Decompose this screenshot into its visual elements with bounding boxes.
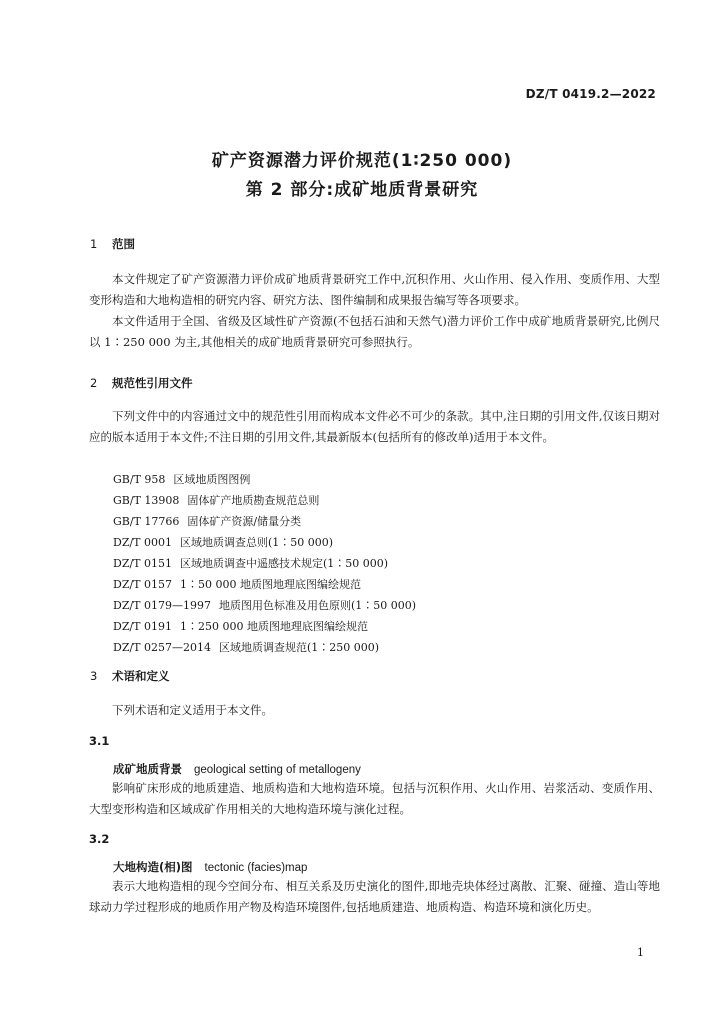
section-2-heading bbox=[90, 375, 193, 391]
term-number: 3.1 bbox=[89, 734, 110, 748]
reference-title: 区域地质调查总则(1∶50 000) bbox=[180, 536, 334, 549]
section-number: 1 bbox=[90, 237, 98, 251]
reference-item bbox=[113, 595, 416, 616]
standard-code: DZ/T 0419.2—2022 bbox=[525, 87, 656, 101]
scope-paragraph: 本文件规定了矿产资源潜力评价成矿地质背景研究工作中,沉积作用、火山作用、侵入作用、变质作用、大型变形构造和大地构造相的研究内容、研究方法、图件编制和成果报告编写等各项要求。 bbox=[89, 272, 660, 307]
term-chinese: 大地构造(相)图 bbox=[113, 860, 193, 874]
document-title: 矿产资源潜力评价规范(1∶250 000) bbox=[211, 151, 513, 171]
section-number: 3 bbox=[90, 669, 98, 683]
reference-code: DZ/T 0257—2014 bbox=[113, 641, 211, 654]
reference-code: DZ/T 0179—1997 bbox=[113, 599, 211, 612]
reference-item bbox=[113, 469, 250, 490]
section-title: 范围 bbox=[112, 237, 135, 251]
reference-code: GB/T 17766 bbox=[113, 515, 180, 528]
reference-item bbox=[113, 490, 319, 511]
section-3-heading bbox=[90, 668, 170, 684]
section-number: 2 bbox=[90, 376, 98, 390]
section-title: 术语和定义 bbox=[112, 669, 170, 683]
reference-code: DZ/T 0157 bbox=[113, 578, 172, 591]
reference-code: DZ/T 0191 bbox=[113, 620, 172, 633]
document-subtitle: 第 2 部分:成矿地质背景研究 bbox=[245, 180, 479, 200]
reference-code: GB/T 958 bbox=[113, 473, 166, 486]
reference-code: DZ/T 0151 bbox=[113, 557, 172, 570]
reference-title: 1∶50 000 地质图地理底图编绘规范 bbox=[180, 578, 361, 591]
term-chinese: 成矿地质背景 bbox=[113, 762, 182, 776]
reference-title: 区域地质调查中遥感技术规定(1∶50 000) bbox=[180, 557, 389, 570]
normative-refs-intro: 下列文件中的内容通过文中的规范性引用而构成本文件必不可少的条款。其中,注日期的引用文件,仅该日期对应的版本适用于本文件;不注日期的引用文件,其最新版本(包括所有的修改单)适用于本文件。 bbox=[89, 409, 660, 444]
reference-item bbox=[113, 574, 361, 595]
term-heading bbox=[113, 761, 361, 777]
term-definition: 表示大地构造相的现今空间分布、相互关系及历史演化的图件,即地壳块体经过离散、汇聚、碰撞、造山等地球动力学过程形成的地质作用产物及构造环境图件,包括地质建造、地质构造、构造环境和演化历史。 bbox=[89, 879, 660, 914]
reference-item bbox=[113, 532, 333, 553]
reference-title: 区域地质调查规范(1∶250 000) bbox=[219, 641, 380, 654]
reference-item bbox=[113, 553, 388, 574]
term-english: tectonic (facies)map bbox=[204, 862, 308, 874]
page-number: 1 bbox=[637, 946, 644, 959]
reference-title: 地质图用色标准及用色原则(1∶50 000) bbox=[219, 599, 417, 612]
reference-item bbox=[113, 511, 301, 532]
section-title: 规范性引用文件 bbox=[112, 376, 193, 390]
terms-intro: 下列术语和定义适用于本文件。 bbox=[112, 703, 273, 717]
reference-item bbox=[113, 637, 379, 658]
reference-item bbox=[113, 616, 368, 637]
reference-title: 固体矿产资源/储量分类 bbox=[187, 515, 302, 528]
section-1-heading bbox=[90, 236, 135, 252]
term-english: geological setting of metallogeny bbox=[194, 764, 361, 776]
term-definition: 影响矿床形成的地质建造、地质构造和大地构造环境。包括与沉积作用、火山作用、岩浆活动、变质作用、大型变形构造和区域成矿作用相关的大地构造环境与演化过程。 bbox=[89, 781, 660, 816]
term-number: 3.2 bbox=[89, 832, 110, 846]
reference-code: DZ/T 0001 bbox=[113, 536, 172, 549]
reference-title: 区域地质图图例 bbox=[173, 473, 251, 486]
scope-applicability-paragraph: 本文件适用于全国、省级及区域性矿产资源(不包括石油和天然气)潜力评价工作中成矿地质背景研究,比例尺以 1∶250 000 为主,其他相关的成矿地质背景研究可参照执行。 bbox=[89, 314, 660, 349]
term-heading bbox=[113, 859, 307, 875]
reference-title: 1∶250 000 地质图地理底图编绘规范 bbox=[180, 620, 368, 633]
reference-code: GB/T 13908 bbox=[113, 494, 180, 507]
reference-title: 固体矿产地质勘查规范总则 bbox=[187, 494, 320, 507]
